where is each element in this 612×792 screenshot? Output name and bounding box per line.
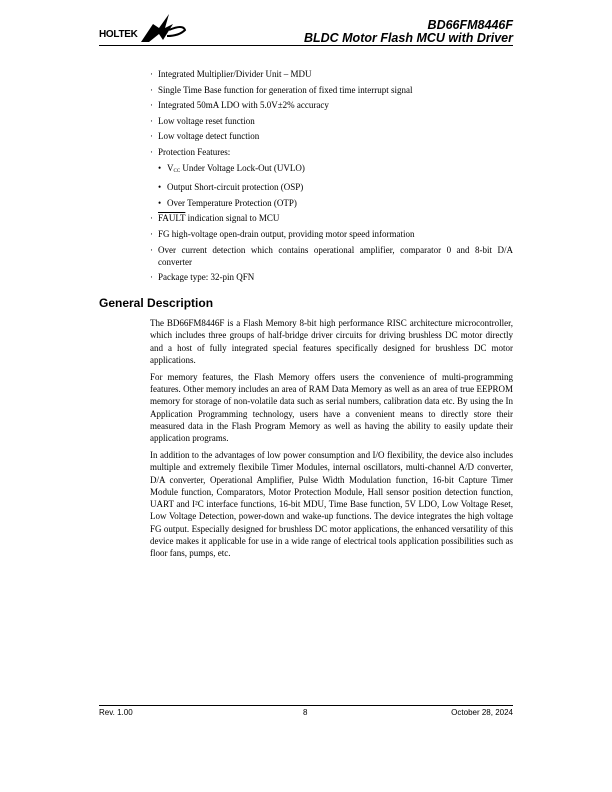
section-heading: General Description	[99, 296, 214, 310]
footer-date: October 28, 2024	[451, 708, 513, 717]
feature-list	[150, 68, 513, 287]
footer-divider	[99, 705, 513, 706]
document-subtitle: BLDC Motor Flash MCU with Driver	[303, 31, 513, 45]
feature-item: · FAULT indication signal to MCU	[150, 213, 280, 224]
feature-item: · Integrated 50mA LDO with 5.0V±2% accuracy	[150, 100, 329, 111]
feature-item: · Over current detection which contains operational amplifier, comparator 0 and 8-bit D/A converter	[150, 244, 513, 267]
feature-item: · Integrated Multiplier/Divider Unit – MDU	[150, 69, 312, 79]
holtek-logo	[99, 14, 189, 44]
footer-revision: Rev. 1.00	[99, 708, 133, 717]
feature-item: · Low voltage reset function	[150, 115, 255, 126]
logo-mark-icon	[139, 14, 189, 44]
feature-item: · Low voltage detect function	[150, 131, 260, 142]
feature-item: · Protection Features:	[150, 146, 231, 157]
general-description	[150, 317, 513, 564]
paragraph: For memory features, the Flash Memory offers users the convenience of multi-programming features. Other memory includes an area of RAM Data Memory as well as an area of true EEPROM memory for storage of non-volatile data such as serial numbers, calibration data etc. By using the In Application Programming technology, users have a convenient means to directly store their measured data in the Flash Program Memory as well as having the ability to easily update their application programs.	[150, 371, 513, 444]
header-divider	[99, 45, 513, 46]
paragraph: The BD66FM8446F is a Flash Memory 8-bit high performance RISC architecture microcontroller, which includes three groups of half-bridge driver circuits for driving brushless DC motor directly and a host of fully integrated special features specifically designed for brushless DC motor applications.	[150, 318, 513, 365]
feature-subitem: • Output Short-circuit protection (OSP)	[158, 182, 304, 193]
part-number: BD66FM8446F	[427, 18, 513, 32]
feature-subitem: • Over Temperature Protection (OTP)	[158, 197, 297, 208]
feature-item: · Single Time Base function for generation of fixed time interrupt signal	[150, 84, 413, 95]
paragraph: In addition to the advantages of low power consumption and I/O flexibility, the device also includes multiple and extremely flexibile Timer Modules, internal oscillators, multi-channel A/D converter, D/A converter, Operational Amplifier, Pulse Width Modulation function, 16-bit Capture Timer Module function, Comparators, Motor Protection Module, Hall sensor position detection function, UART and I²C interface functions, 16-bit MDU, Time Base function, 5V LDO, Low Voltage Reset, Low Voltage Detection, power-down and wake-up functions. The device integrates the high voltage FG output. Especially designed for brushless DC motor applications, the enhanced versatility of this device makes it applicable for use in a wide range of electrical tools application possibilities such as floor fans, pumps, etc.	[150, 449, 513, 559]
logo-text: HOLTEK	[99, 29, 138, 40]
document-header	[304, 19, 513, 45]
feature-item: · FG high-voltage open-drain output, providing motor speed information	[150, 228, 415, 239]
feature-item: · Package type: 32-pin QFN	[150, 272, 255, 283]
feature-subitem: • $V_{CC}$ Under Voltage Lock-Out (UVLO)	[158, 162, 305, 174]
footer-page-number: 8	[303, 708, 308, 717]
